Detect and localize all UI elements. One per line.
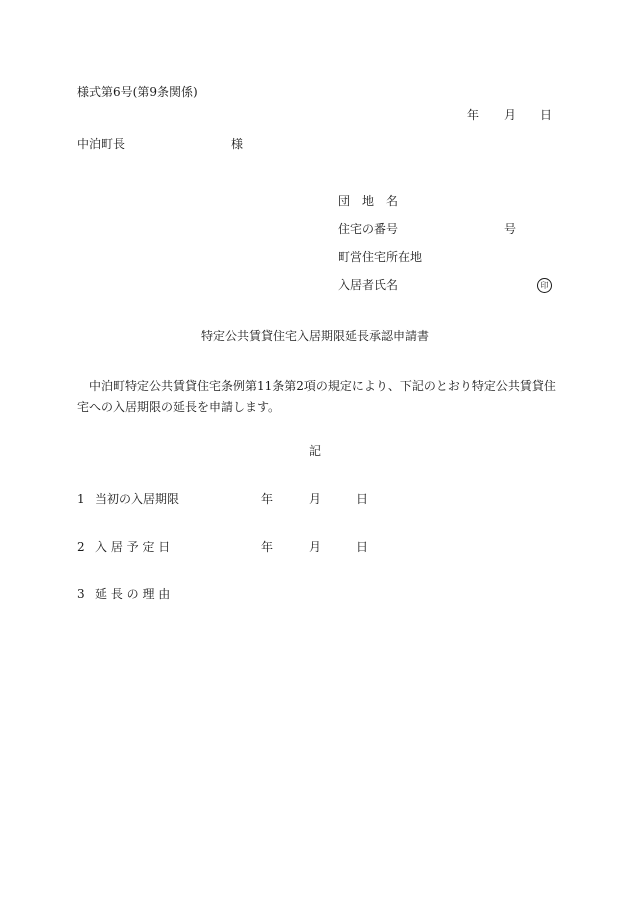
addressee-honorific: 様 (231, 137, 244, 151)
resident-name-label: 入居者氏名 (338, 278, 399, 292)
item-3-label: 延 長 の 理 由 (95, 587, 171, 601)
house-number-label: 住宅の番号 (338, 222, 399, 236)
item-1-number: 1 (77, 492, 85, 506)
ki-heading: 記 (309, 444, 322, 458)
item-1-day: 日 (356, 492, 369, 506)
item-2-year: 年 (261, 540, 274, 554)
complex-name-label: 団 地 名 (338, 194, 399, 208)
date-month-label: 月 (504, 108, 517, 122)
item-2-label: 入 居 予 定 日 (95, 540, 171, 554)
application-body: 中泊町特定公共賃貸住宅条例第11条第2項の規定により、下記のとおり特定公共賃貸住宅への入居期限の延長を申請します。 (77, 379, 556, 414)
date-year-label: 年 (467, 108, 480, 122)
seal-mark: 印 (537, 278, 552, 293)
addressee-name: 中泊町長 (77, 137, 126, 151)
item-1-year: 年 (261, 492, 274, 506)
document-title: 特定公共賃貸住宅入居期限延長承認申請書 (201, 329, 430, 343)
location-label: 町営住宅所在地 (338, 250, 423, 264)
house-number-suffix: 号 (504, 222, 517, 236)
item-2-day: 日 (356, 540, 369, 554)
date-day-label: 日 (540, 108, 553, 122)
item-2-number: 2 (77, 540, 85, 554)
item-1-label: 当初の入居期限 (95, 492, 180, 506)
item-2-month: 月 (309, 540, 322, 554)
item-1-month: 月 (309, 492, 322, 506)
form-number: 様式第6号(第9条関係) (77, 85, 198, 99)
item-3-number: 3 (77, 587, 85, 601)
